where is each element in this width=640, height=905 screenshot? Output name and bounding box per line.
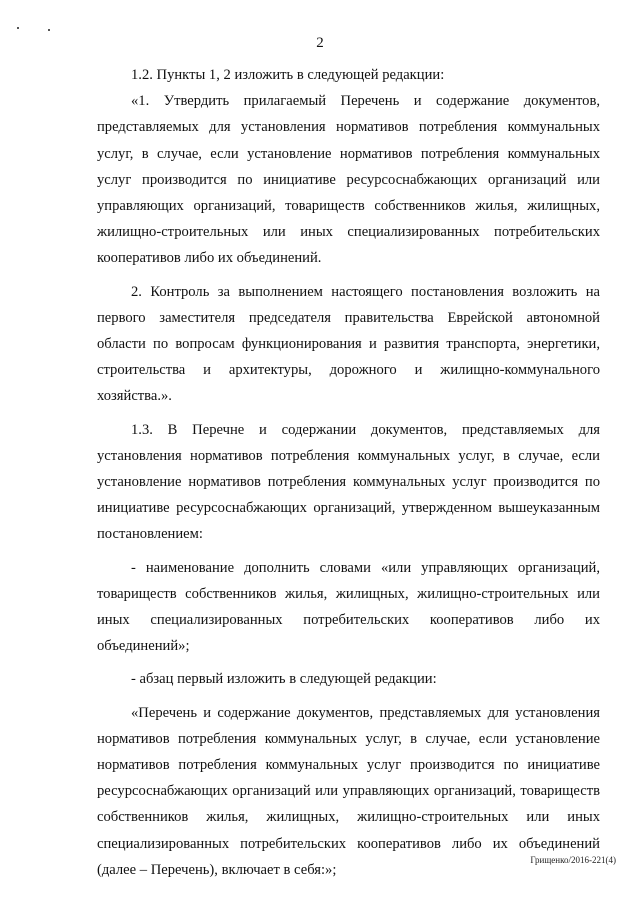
paragraph-list-wording: «Перечень и содержание документов, представляемых для установления нормативов потребления коммунальных услуг, в случае, если установление нормативов потребления коммунальных услуг производится по инициативе ресурсоснабжающих организаций или управляющих организаций, товариществ собственников жилья, жилищных, жилищно-строительных или иных специализированных потребительских кооперативов либо их объединений (далее – Перечень), включает в себя:»; [97, 704, 600, 878]
page-number: 2 [316, 35, 324, 51]
scan-speck [17, 27, 19, 29]
scan-speck [48, 29, 50, 31]
paragraph-item-1: «1. Утвердить прилагаемый Перечень и содержание документов, представляемых для установления нормативов потребления коммунальных услуг, в случае, если установление нормативов потребления коммунальных услуг производится по инициативе ресурсоснабжающих организаций или управляющих организаций, товариществ собственников жилья, жилищных, жилищно-строительных или иных специализированных потребительских кооперативов либо их объединений. [97, 93, 600, 267]
paragraph-1-3: 1.3. В Перечне и содержании документов, представляемых для установления нормативов потребления коммунальных услуг, в случае, если установление нормативов потребления коммунальных услуг производится по инициативе ресурсоснабжающих организаций, утвержденном вышеуказанным постановлением: [97, 421, 600, 543]
paragraph-name-amendment: - наименование дополнить словами «или управляющих организаций, товариществ собственников жилья, жилищных, жилищно-строительных или иных специализированных потребительских кооперативов либо их объединений»; [97, 559, 600, 655]
paragraph-item-2: 2. Контроль за выполнением настоящего постановления возложить на первого заместителя председателя правительства Еврейской автономной области по вопросам функционирования и развития транспорта, энергетики, строительства и архитектуры, дорожного и жилищно-коммунального хозяйства.». [97, 283, 600, 405]
document-code: Грищенко/2016-221(4) [530, 855, 616, 865]
paragraph-1-2-heading: 1.2. Пункты 1, 2 изложить в следующей редакции: [131, 67, 445, 83]
document-body [97, 62, 600, 883]
paragraph-first-paragraph-amendment: - абзац первый изложить в следующей редакции: [131, 671, 437, 688]
